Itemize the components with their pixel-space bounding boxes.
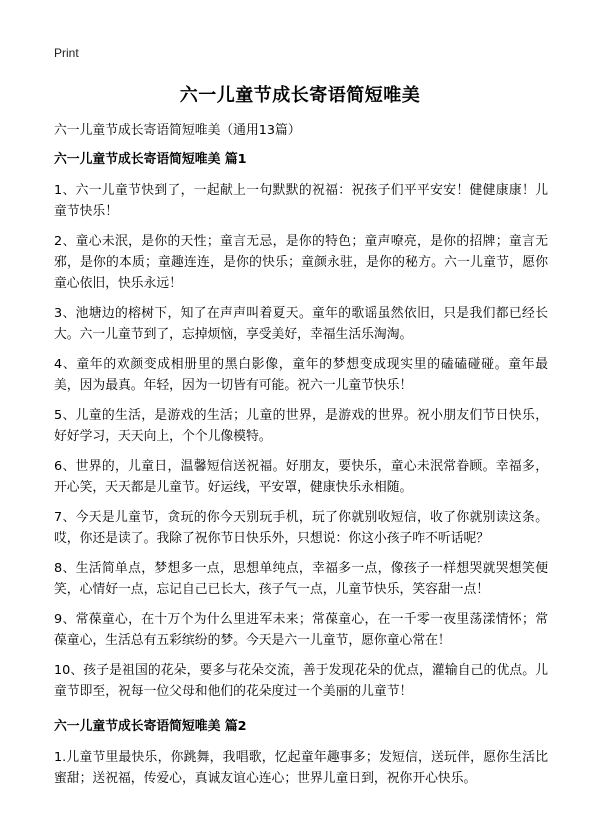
page-title: 六一儿童节成长寄语简短唯美 [179,85,421,106]
print-button[interactable]: Print [54,46,79,60]
document-subtitle: 六一儿童节成长寄语简短唯美（通用13篇） [54,123,301,138]
paragraph: 1、六一儿童节快到了，一起献上一句默默的祝福：祝孩子们平平安安！健健康康！儿童节快乐！ [54,183,548,219]
paragraph: 8、生活简单点，梦想多一点，思想单纯点，幸福多一点，像孩子一样想哭就哭想笑便笑，心情好一点，忘记自己已长大，孩子气一点，儿童节快乐，笑容甜一点！ [54,561,548,597]
paragraph: 10、孩子是祖国的花朵，要多与花朵交流，善于发现花朵的优点，灌输自己的优点。儿童节即至，祝每一位父母和他们的花朵度过一个美丽的儿童节！ [54,663,548,699]
document-body [54,120,548,798]
paragraph: 4、童年的欢颜变成相册里的黑白影像，童年的梦想变成现实里的磕磕碰碰。童年最美，因为最真。年轻，因为一切皆有可能。祝六一儿童节快乐！ [54,357,548,393]
paragraph: 5、儿童的生活，是游戏的生活；儿童的世界，是游戏的世界。祝小朋友们节日快乐，好好学习，天天向上，个个儿像模特。 [54,408,548,444]
paragraph: 6、世界的，儿童日，温馨短信送祝福。好朋友，要快乐，童心未泯常眷顾。幸福多，开心笑，天天都是儿童节。好运线，平安罩，健康快乐永相随。 [54,459,548,495]
paragraph: 9、常葆童心，在十万个为什么里进军未来；常葆童心，在一千零一夜里荡漾情怀；常葆童心，生活总有五彩缤纷的梦。今天是六一儿童节，愿你童心常在！ [54,612,548,648]
paragraph: 3、池塘边的榕树下，知了在声声叫着夏天。童年的歌谣虽然依旧，只是我们都已经长大。六一儿童节到了，忘掉烦恼，享受美好，幸福生活乐淘淘。 [54,306,548,342]
section-heading: 六一儿童节成长寄语简短唯美 篇2 [54,719,247,734]
paragraph: 1.儿童节里最快乐，你跳舞，我唱歌，忆起童年趣事多；发短信，送玩伴，愿你生活比蜜甜；送祝福，传爱心，真诚友谊心连心；世界儿童日到，祝你开心快乐。 [54,750,548,786]
section-heading: 六一儿童节成长寄语简短唯美 篇1 [54,152,247,167]
paragraph: 2、童心未泯，是你的天性；童言无忌，是你的特色；童声嘹亮，是你的招牌；童言无邪，是你的本质；童趣连连，是你的快乐；童颜永驻，是你的秘方。六一儿童节，愿你童心依旧，快乐永远！ [54,234,548,291]
paragraph: 7、今天是儿童节，贪玩的你今天别玩手机，玩了你就别收短信，收了你就别读这条。哎，你还是读了。我除了祝你节日快乐外，只想说：你这小孩子咋不听话呢？ [54,510,548,546]
